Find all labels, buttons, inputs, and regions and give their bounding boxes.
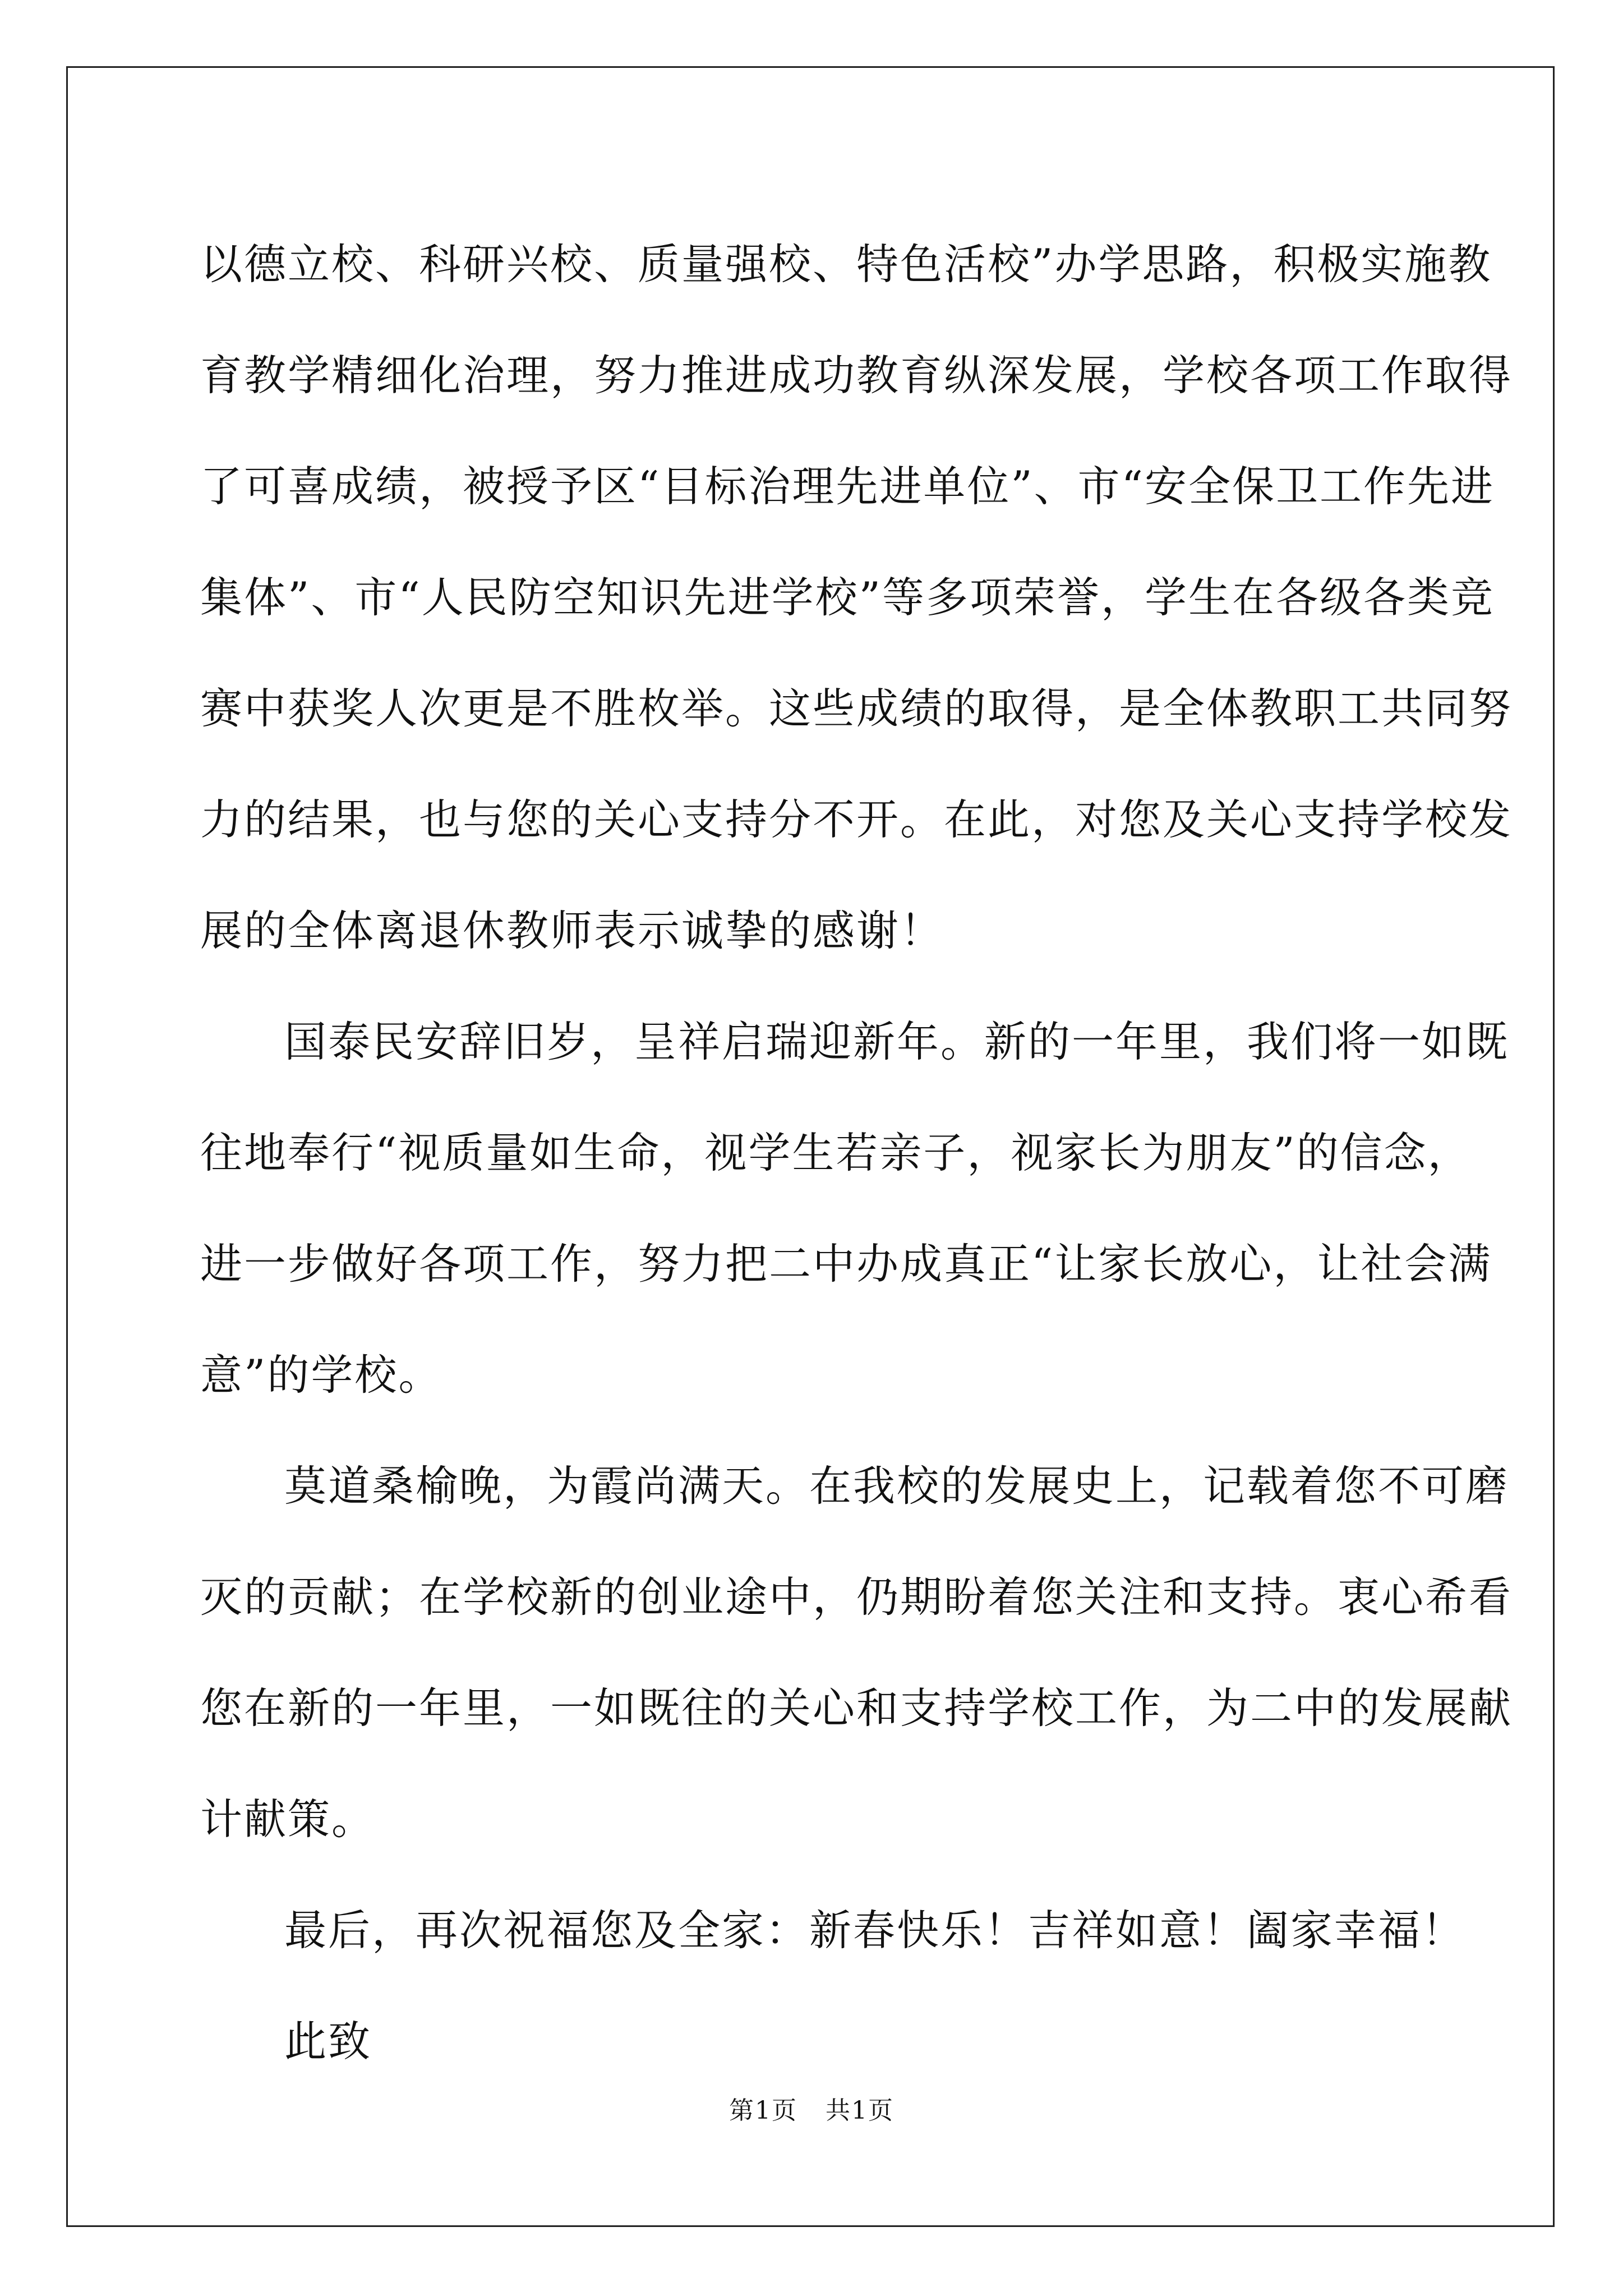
- text-line: 展的全体离退休教师表示诚挚的感谢！: [200, 906, 944, 955]
- text-line: 灭的贡献；在学校新的创业途中，仍期盼着您关注和支持。衷心希看: [200, 1572, 1513, 1622]
- text-line: 集体”、市“人民防空知识先进学校”等多项荣誉，学生在各级各类竞: [200, 573, 1495, 622]
- text-line: 国泰民安辞旧岁，呈祥启瑞迎新年。新的一年里，我们将一如既: [284, 1017, 1510, 1066]
- paragraph-new-year: [200, 986, 1510, 1430]
- text-line: 往地奉行“视质量如生命，视学生若亲子，视家长为朋友”的信念，: [200, 1128, 1472, 1177]
- page-number: 第1页: [729, 2096, 797, 2125]
- text-line: 了可喜成绩，被授予区“目标治理先进单位”、市“安全保卫工作先进: [200, 462, 1495, 511]
- text-line: 意”的学校。: [200, 1350, 442, 1400]
- text-line: 力的结果，也与您的关心支持分不开。在此，对您及关心支持学校发: [200, 795, 1513, 844]
- page-total: 共1页: [826, 2096, 894, 2125]
- text-line: 进一步做好各项工作，努力把二中办成真正“让家长放心，让社会满: [200, 1239, 1492, 1289]
- text-line: 最后，再次祝福您及全家：新春快乐！吉祥如意！阖家幸福！: [284, 1906, 1466, 1955]
- text-line: 以德立校、科研兴校、质量强校、特色活校”办学思路，积极实施教: [200, 240, 1492, 289]
- paragraph-blessing: [200, 1875, 1466, 1986]
- text-line: 育教学精细化治理，努力推进成功教育纵深发展，学校各项工作取得: [200, 351, 1513, 400]
- text-line: 您在新的一年里，一如既往的关心和支持学校工作，为二中的发展献: [200, 1683, 1513, 1733]
- text-line: 莫道桑榆晚，为霞尚满天。在我校的发展史上，记载着您不可磨: [284, 1461, 1510, 1511]
- text-line: 赛中获奖人次更是不胜枚举。这些成绩的取得，是全体教职工共同努: [200, 684, 1513, 733]
- paragraph-closing: [200, 1986, 1423, 2097]
- text-line: 此致: [284, 2017, 372, 2066]
- page-footer: [0, 2094, 1623, 2128]
- paragraph-achievements: [200, 209, 1513, 986]
- paragraph-contribution: [200, 1430, 1513, 1875]
- text-line: 计献策。: [200, 1795, 376, 1844]
- document-body: [200, 209, 1513, 2097]
